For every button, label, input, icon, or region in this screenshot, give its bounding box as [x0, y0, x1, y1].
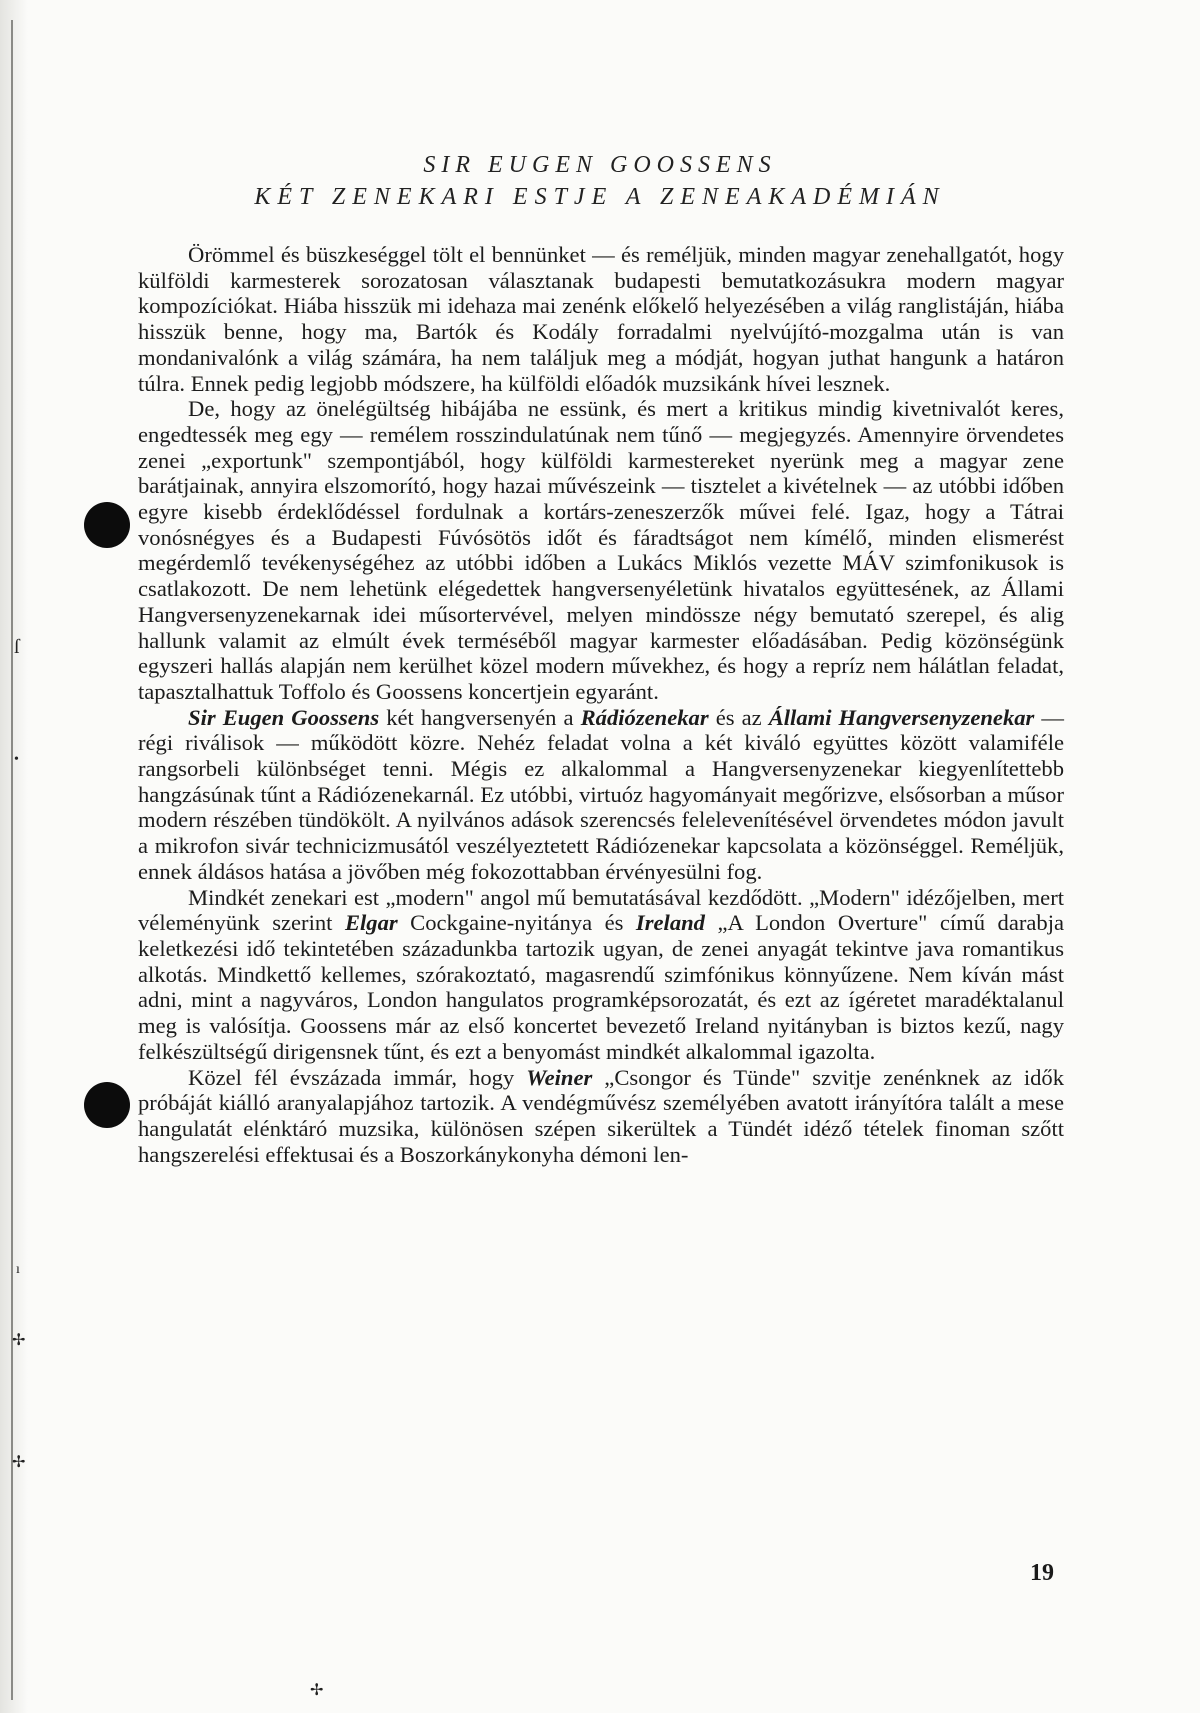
paragraph-text: és az	[708, 704, 769, 730]
name-emphasis: Sir Eugen Goossens	[188, 704, 380, 730]
paragraph	[138, 885, 1064, 1065]
margin-mark: ✢	[310, 1682, 324, 1699]
article-title-heading: KÉT ZENEKARI ESTJE A ZENEAKADÉMIÁN	[254, 184, 946, 210]
paragraph-text: Mindkét zenekari est „modern" angol mű bemutatásával kezdődött. „Modern" idézőjelben, mert véleményünk szerint	[138, 884, 1064, 936]
binding-hole-upper	[84, 502, 130, 548]
paragraph-text: — régi riválisok — működött közre. Nehéz feladat volna a két kiváló együttes között valamiféle rangsorbeli különbséget tenni. Mégis ez alkalommal a Hangversenyzenekar kiegyenlítettebb hangzásúnak tűnt a Rádiózenekarnál. Ez utóbbi, virtuóz hagyományait megőrizve, elsősorban a műsor modern részében tündökölt. A nyilvános adások szerencsés felelevenítésével örvendetes módon javult a mikrofon sivár technicizmusától veszélyeztetett Rádiózenekar kapcsolata a közönséggel. Reméljük, ennek áldásos hatása a jövőben még fokozottabban érvényesülni fog.	[138, 704, 1065, 884]
margin-mark: ſ	[14, 636, 20, 658]
name-emphasis: Állami Hangversenyzenekar	[768, 704, 1035, 730]
article-author-heading: SIR EUGEN GOOSSENS	[423, 152, 777, 178]
paragraph-text: két hangversenyén a	[379, 704, 581, 730]
margin-mark: ı	[16, 1262, 20, 1277]
paragraph	[138, 705, 1064, 885]
margin-mark: ✢	[12, 1454, 26, 1471]
paragraph-text: „Csongor és Tünde" szvitje zenénknek az idők próbáját kiálló aranyalapjához tartozik. A vendégművész személyében avatott irányítóra talált a mese hangulatát elénktáró muzsika, különösen szépen sikerültek a Tündét idéző tételek finoman szőtt hangszerelési effektusai és a Boszorkánykonyha démoni len-	[138, 1064, 1065, 1167]
page-edge-line	[11, 20, 13, 1700]
paragraph-text: „A London Overture" című darabja keletkezési idő tekintetében századunkba tartozik ugyan, de zenei anyagát tekintve java romantikus alkotás. Mindkettő kellemes, szórakoztató, magasrendű szimfónikus könnyűzene. Nem kíván mást adni, mint a nagyváros, London hangulatos programképsorozatát, és ezt az ígéretet maradéktalanul meg is valósítja. Goossens már az első koncertet bevezető Ireland nyitányban is biztos kezű, nagy felkészültségű dirigensnek tűnt, és ezt a benyomást mindkét alkalommal igazolta.	[138, 910, 1064, 1064]
margin-mark: ✢	[12, 1332, 26, 1349]
paragraph-text: Cockgaine-nyitánya és	[397, 910, 636, 936]
margin-mark: •	[14, 752, 19, 767]
paragraph	[138, 242, 1064, 396]
name-emphasis: Elgar	[344, 910, 398, 936]
name-emphasis: Weiner	[526, 1064, 593, 1090]
article-body	[138, 242, 1064, 1167]
page-number: 19	[1030, 1560, 1054, 1586]
paragraph-text: Közel fél évszázada immár, hogy	[188, 1064, 527, 1090]
paragraph	[138, 396, 1064, 704]
name-emphasis: Rádiózenekar	[580, 704, 709, 730]
binding-hole-lower	[84, 1082, 130, 1128]
paragraph-text: Örömmel és büszkeséggel tölt el bennünket — és reméljük, minden magyar zenehallgatót, hogy külföldi karmesterek sorozatosan választanak budapesti bemutatkozásukra modern magyar kompozíciókat. Hiába hisszük mi idehaza mai zenénk előkelő helyezésében a világ ranglistáján, hiába hisszük benne, hogy ma, Bartók és Kodály forradalmi nyelvújító-mozgalma után is van mondanivalónk a világ számára, ha nem találjuk meg a módját, hogyan juthat hangunk a határon túlra. Ennek pedig legjobb módszere, ha külföldi előadók muzsikánk hívei lesznek.	[138, 242, 1064, 396]
paragraph-text: De, hogy az önelégültség hibájába ne essünk, és mert a kritikus mindig kivetnivalót keres, engedtessék meg egy — remélem rosszindulatúnak nem tűnő — megjegyzés. Amennyire örvendetes zenei „exportunk" szempontjából, hogy külföldi karmestereket nyerünk meg a magyar zene barátjainak, annyira elszomorító, hogy hazai művészeink — tisztelet a kivételnek — az utóbbi időben egyre kisebb érdeklődéssel fordulnak a kortárs-zeneszerzők művei felé. Igaz, hogy a Tátrai vonósnégyes és a Budapesti Fúvósötös időt és fáradtságot nem kímélő, minden elismerést megérdemlő tevékenységéhez az utóbbi időben a Lukács Miklós vezette MÁV szimfonikusok is csatlakozott. De nem lehetünk elégedettek hangversenyéletünk hivatalos együttesének, az Állami Hangversenyzenekarnak idei műsortervével, melyen mindössze négy bemutató szerepel, és alig hallunk valamit az elmúlt évek terméséből magyar karmester előadásában. Pedig közönségünk egyszeri hallás alapján nem kerülhet közel modern művekhez, és hogy a repríz nem hálátlan feladat, tapasztalhattuk Toffolo és Goossens koncertjein egyaránt.	[138, 396, 1064, 704]
paragraph	[138, 1065, 1064, 1168]
name-emphasis: Ireland	[635, 910, 705, 936]
